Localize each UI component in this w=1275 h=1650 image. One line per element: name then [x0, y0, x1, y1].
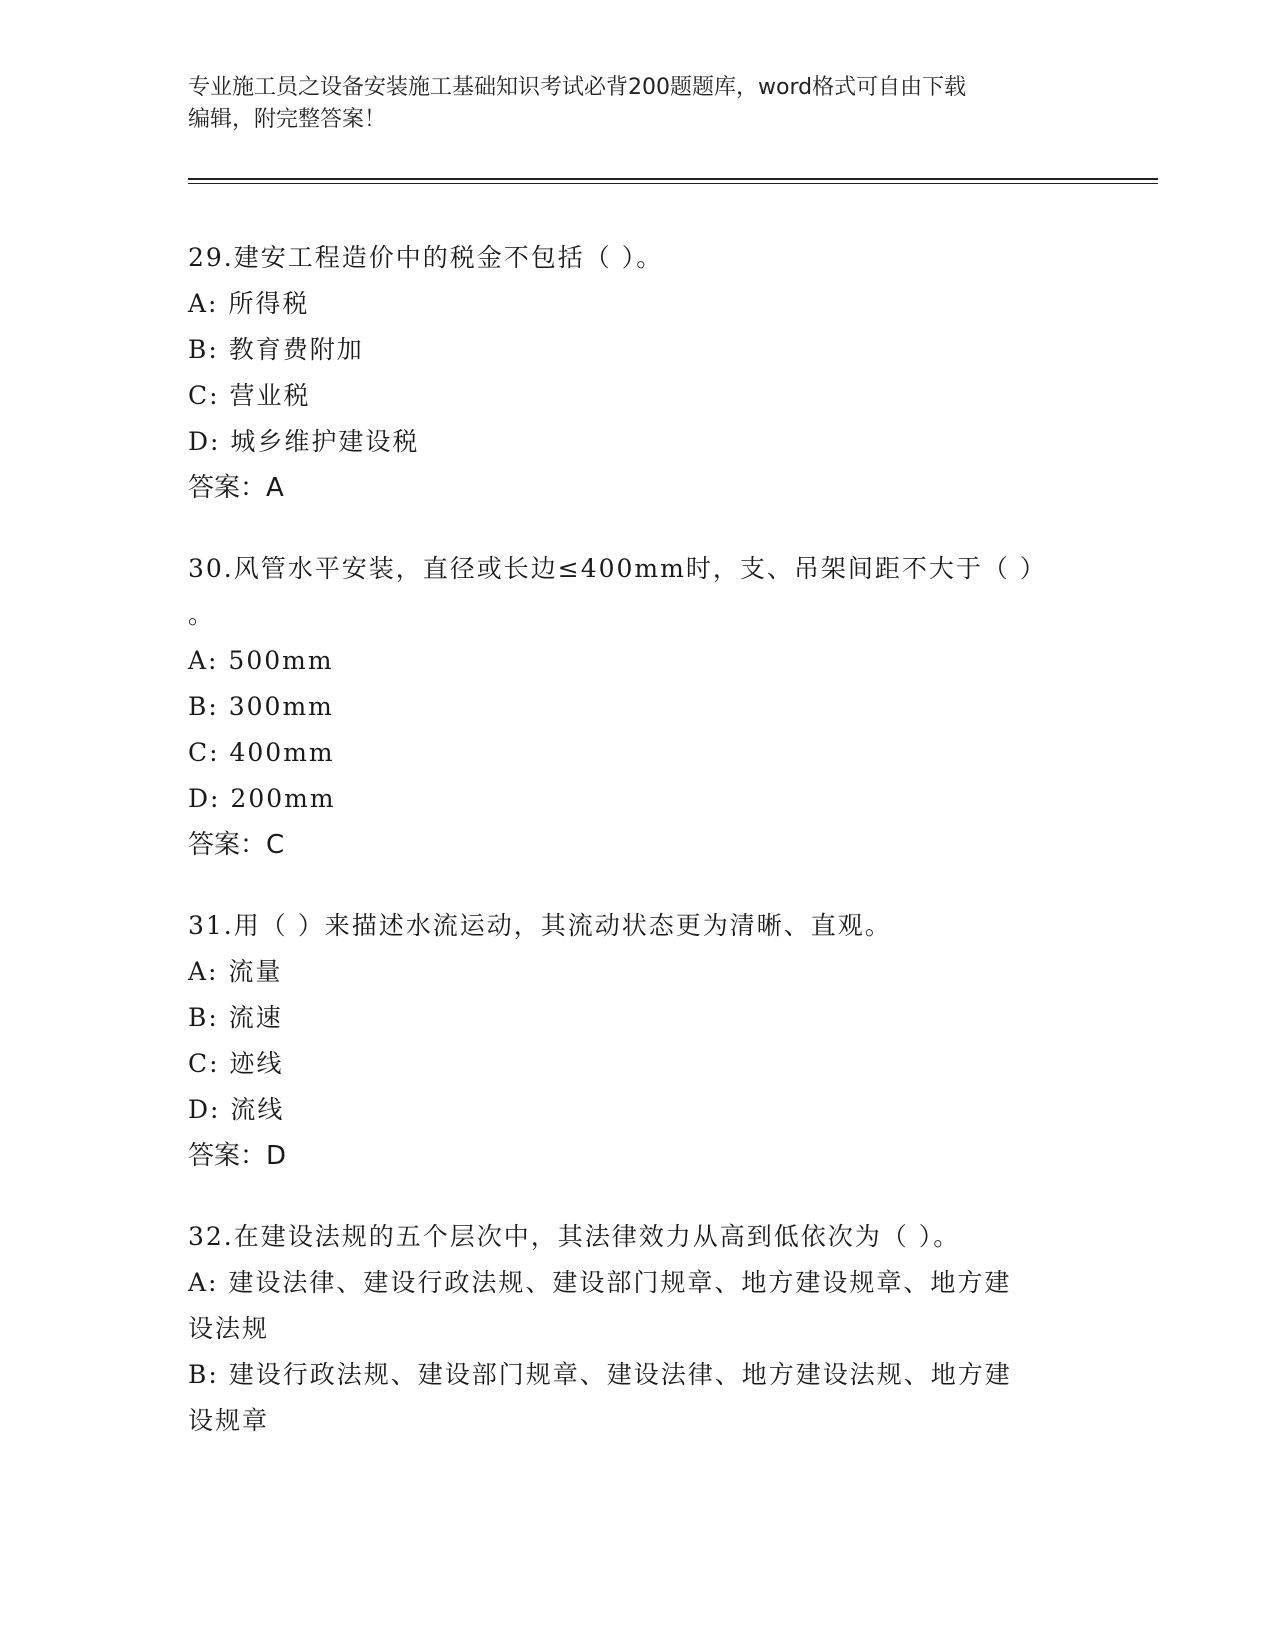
document-header — [188, 72, 1088, 136]
option-c: C: 迹线 — [188, 1049, 284, 1078]
question-stem: 32.在建设法规的五个层次中，其法律效力从高到低依次为（ ）。 — [188, 1222, 961, 1251]
option-d: D: 200mm — [188, 784, 336, 813]
option-a: A: 500mm — [188, 646, 334, 675]
question-30 — [188, 546, 1088, 868]
answer-line: 答案：D — [188, 1141, 287, 1171]
option-b-continuation: 设规章 — [188, 1406, 270, 1435]
option-b: B: 300mm — [188, 692, 334, 721]
question-stem: 29.建安工程造价中的税金不包括（ ）。 — [188, 243, 664, 272]
option-a: A: 建设法律、建设行政法规、建设部门规章、地方建设规章、地方建 — [188, 1268, 1012, 1297]
header-divider-thin — [188, 183, 1158, 184]
header-divider-thick — [188, 178, 1158, 180]
option-c: C: 营业税 — [188, 381, 311, 410]
answer-line: 答案：A — [188, 473, 284, 503]
option-b: B: 流速 — [188, 1003, 283, 1032]
option-a: A: 流量 — [188, 957, 283, 986]
question-31 — [188, 903, 1088, 1179]
question-stem: 30.风管水平安装，直径或长边≤400mm时，支、吊架间距不大于（ ） — [188, 554, 1047, 583]
option-d: D: 流线 — [188, 1095, 285, 1124]
question-stem-continuation: 。 — [188, 600, 214, 629]
question-list — [188, 235, 1088, 1479]
option-a: A: 所得税 — [188, 289, 310, 318]
question-29 — [188, 235, 1088, 511]
answer-line: 答案：C — [188, 830, 285, 860]
option-d: D: 城乡维护建设税 — [188, 427, 420, 456]
option-b: B: 建设行政法规、建设部门规章、建设法律、地方建设法规、地方建 — [188, 1360, 1012, 1389]
question-stem: 31.用（ ）来描述水流运动，其流动状态更为清晰、直观。 — [188, 911, 892, 940]
header-line-2: 编辑，附完整答案！ — [188, 107, 387, 132]
option-b: B: 教育费附加 — [188, 335, 364, 364]
header-line-1: 专业施工员之设备安装施工基础知识考试必背200题题库，word格式可自由下载 — [188, 75, 967, 100]
question-32 — [188, 1214, 1088, 1444]
option-a-continuation: 设法规 — [188, 1314, 270, 1343]
option-c: C: 400mm — [188, 738, 335, 767]
